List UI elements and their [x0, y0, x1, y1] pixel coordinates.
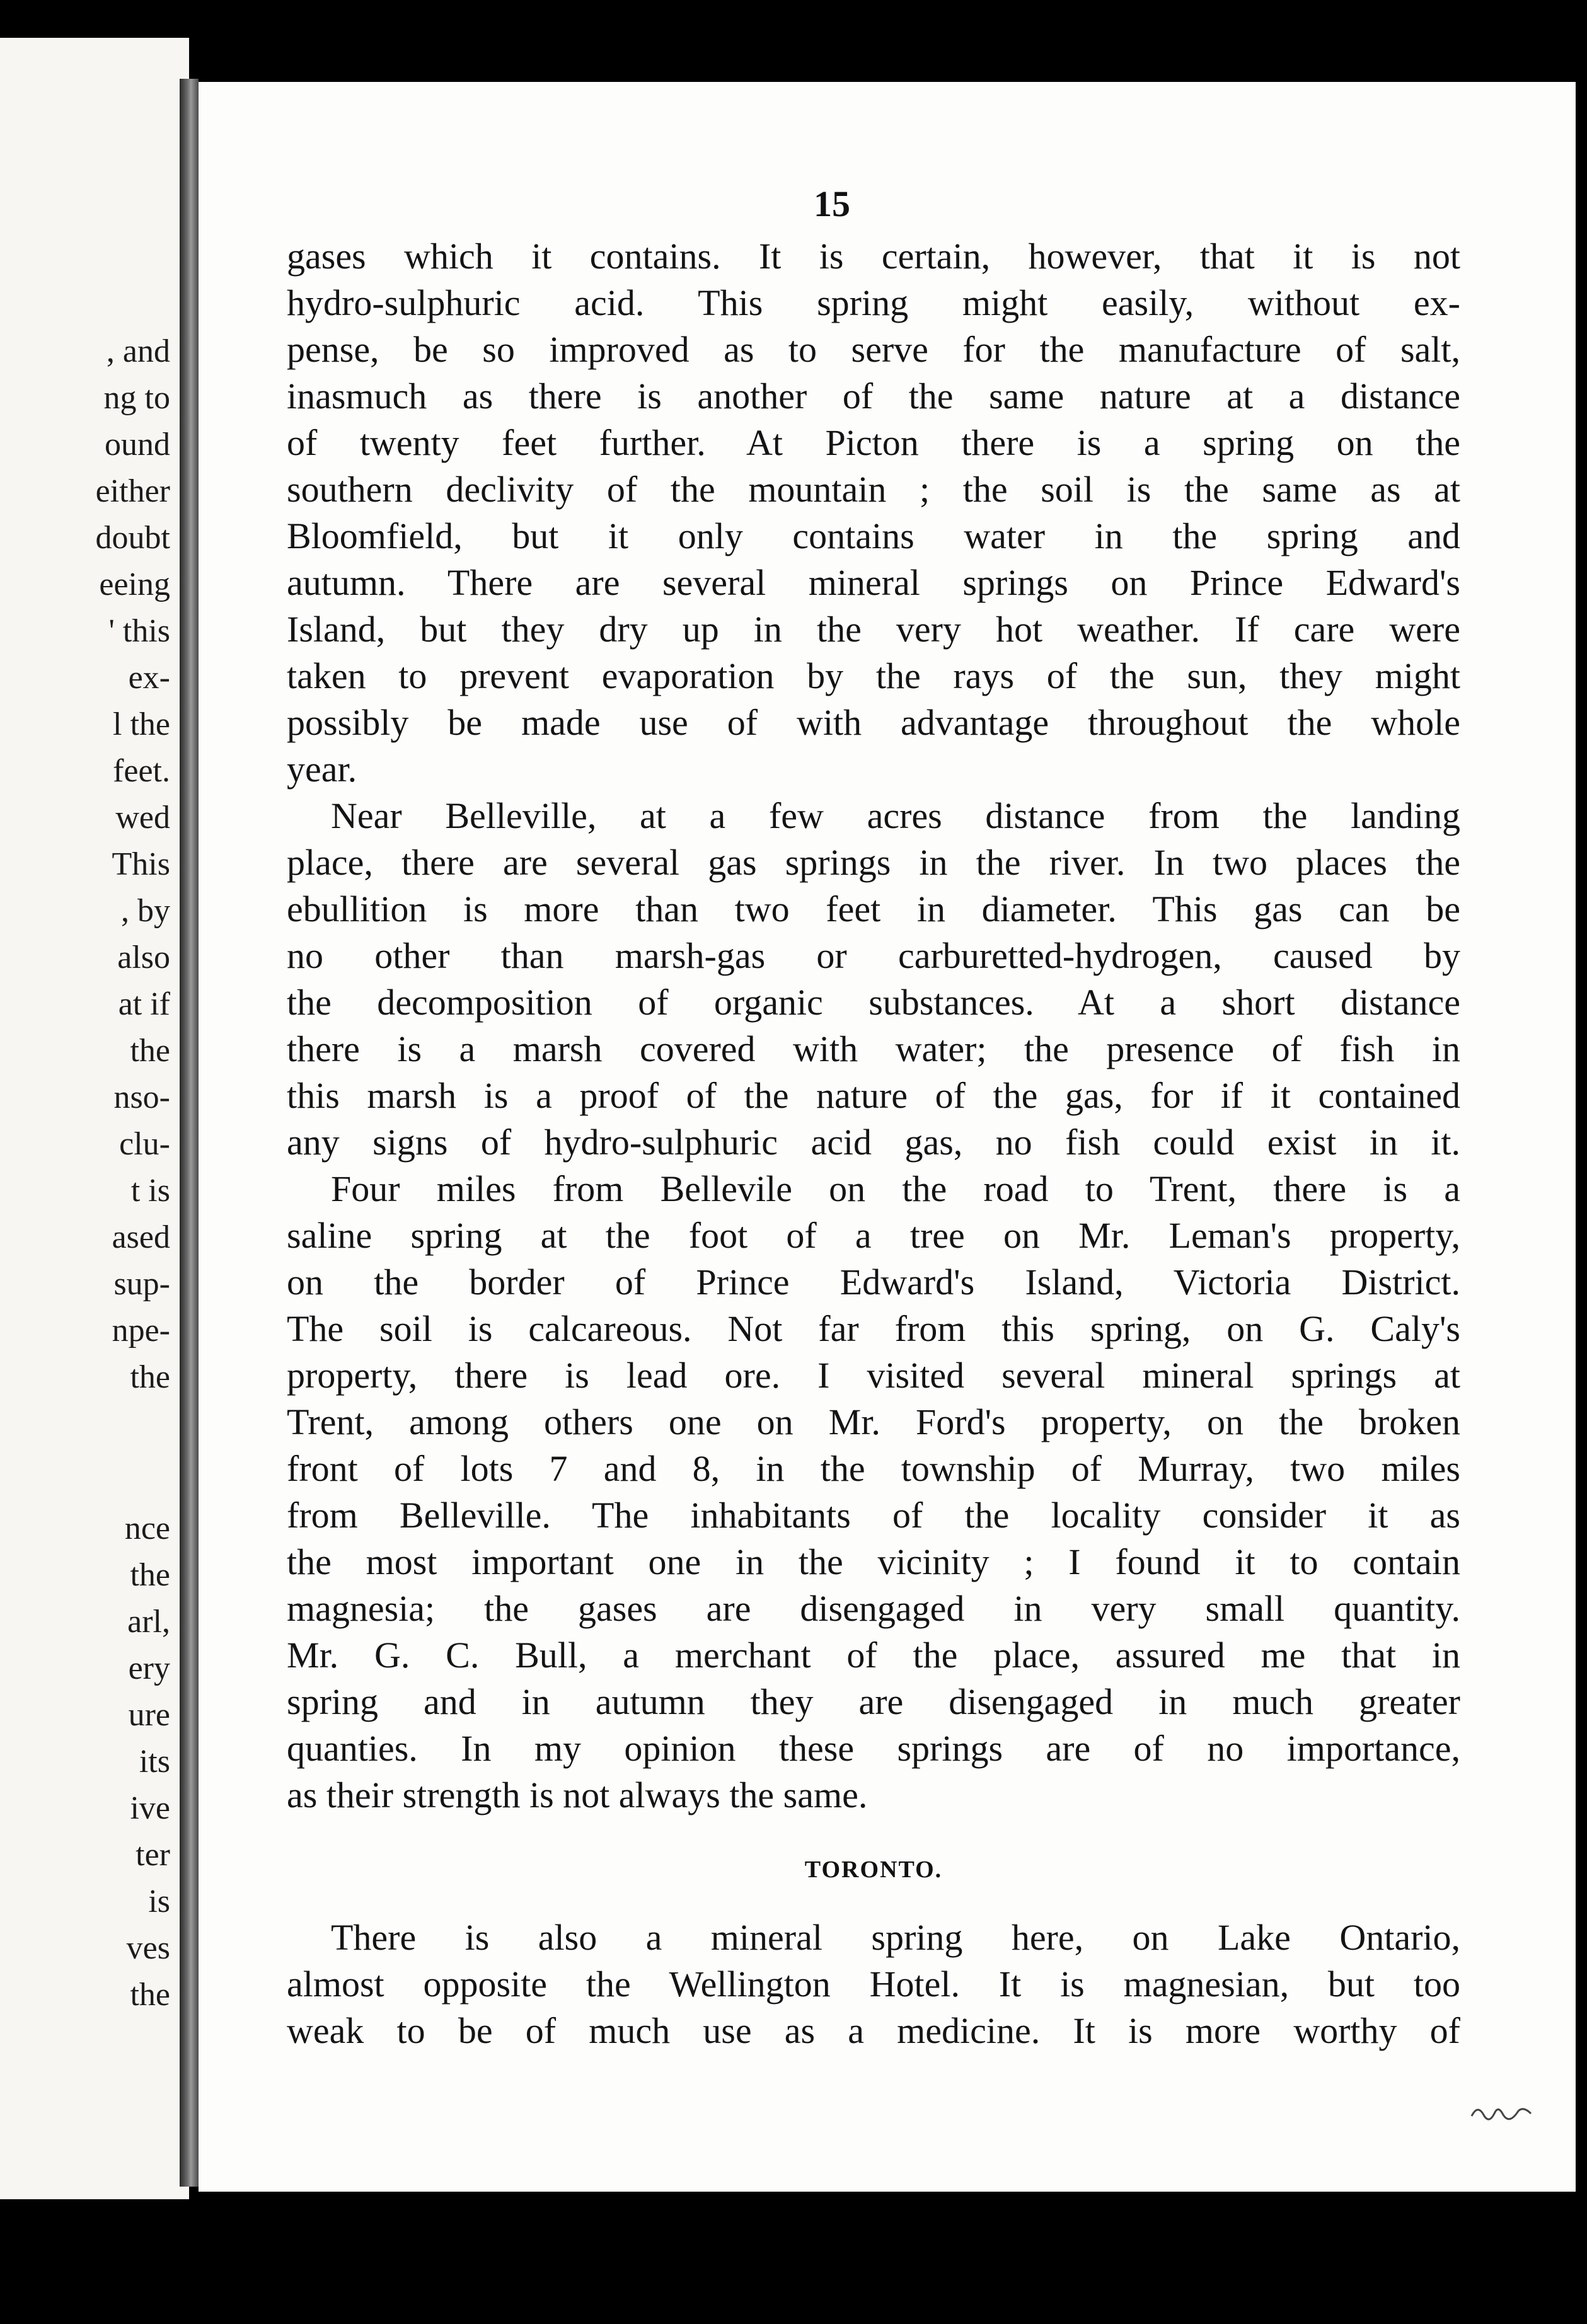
left-fragment: ery — [128, 1650, 170, 1686]
section-heading: TORONTO. — [804, 1856, 943, 1883]
text-line: Mr. G. C. Bull, a merchant of the place, assured me that in — [287, 1635, 1460, 1676]
text-line: hydro-sulphuric acid. This spring might easily, without ex- — [287, 282, 1460, 323]
left-fragment: , by — [121, 893, 170, 929]
left-fragment: ased — [112, 1219, 170, 1255]
left-fragment: This — [112, 846, 170, 882]
text-line: Bloomfield, but it only contains water in the spring and — [287, 515, 1460, 556]
left-fragment: ound — [105, 427, 170, 463]
text-line: front of lots 7 and 8, in the township of Murray, two miles — [287, 1448, 1460, 1489]
text-line: any signs of hydro-sulphuric acid gas, no fish could exist in it. — [287, 1122, 1460, 1163]
left-fragment: t is — [130, 1173, 170, 1209]
left-fragment: ure — [128, 1697, 170, 1733]
text-line: of twenty feet further. At Picton there is a spring on the — [287, 422, 1460, 463]
left-fragment: nce — [124, 1510, 170, 1546]
text-line: southern declivity of the mountain ; the soil is the same as at — [287, 469, 1460, 510]
left-fragment: at if — [118, 986, 170, 1022]
text-line: saline spring at the foot of a tree on Mr. Leman's property, — [287, 1215, 1460, 1256]
text-line: almost opposite the Wellington Hotel. It is magnesian, but too — [287, 1964, 1460, 2005]
left-fragment: is — [148, 1884, 170, 1919]
text-line: no other than marsh-gas or carburetted-hydrogen, caused by — [287, 935, 1460, 976]
text-line: on the border of Prince Edward's Island, Victoria District. — [287, 1262, 1460, 1303]
left-fragment: ter — [136, 1837, 170, 1873]
text-line: there is a marsh covered with water; the presence of fish in — [287, 1028, 1460, 1069]
left-fragment: doubt — [95, 520, 170, 556]
text-line: taken to prevent evaporation by the rays of the sun, they might — [287, 655, 1460, 696]
book-gutter — [180, 79, 199, 2187]
left-fragment: ' this — [108, 613, 170, 649]
text-line: weak to be of much use as a medicine. It is more worthy of — [287, 2010, 1460, 2051]
text-line: Four miles from Bellevile on the road to Trent, there is a — [331, 1168, 1460, 1209]
left-fragment: the — [130, 1977, 170, 2013]
left-fragment: feet. — [113, 753, 170, 789]
left-fragment: either — [95, 473, 170, 509]
text-line: Trent, among others one on Mr. Ford's property, on the broken — [287, 1401, 1460, 1442]
text-line: possibly be made use of with advantage throughout the whole — [287, 702, 1460, 743]
left-fragment: its — [139, 1744, 170, 1780]
book-page — [199, 82, 1576, 2192]
text-line: the decomposition of organic substances. At a short distance — [287, 982, 1460, 1023]
left-fragment: arl, — [127, 1604, 170, 1640]
text-line: autumn. There are several mineral springs on Prince Edward's — [287, 562, 1460, 603]
left-fragment: , and — [106, 333, 170, 369]
text-line: year. — [287, 749, 357, 790]
text-line: There is also a mineral spring here, on Lake Ontario, — [331, 1917, 1460, 1958]
left-fragment: sup- — [113, 1266, 170, 1302]
text-line: this marsh is a proof of the nature of the gas, for if it contained — [287, 1075, 1460, 1116]
text-line: Near Belleville, at a few acres distance from the landing — [331, 795, 1460, 836]
text-line: ebullition is more than two feet in diameter. This gas can be — [287, 889, 1460, 929]
left-fragment: l the — [113, 706, 170, 742]
left-facing-page — [0, 38, 189, 2199]
left-fragment: the — [130, 1033, 170, 1069]
text-line: quanties. In my opinion these springs are of no importance, — [287, 1728, 1460, 1769]
text-line: from Belleville. The inhabitants of the locality consider it as — [287, 1495, 1460, 1536]
text-line: magnesia; the gases are disengaged in very small quantity. — [287, 1588, 1460, 1629]
text-line: spring and in autumn they are disengaged in much greater — [287, 1681, 1460, 1722]
text-line: The soil is calcareous. Not far from this spring, on G. Caly's — [287, 1308, 1460, 1349]
left-fragment: the — [130, 1557, 170, 1593]
left-fragment: nso- — [113, 1079, 170, 1115]
left-fragment: the — [130, 1359, 170, 1395]
left-fragment: eeing — [99, 567, 170, 602]
left-fragment: clu- — [119, 1126, 170, 1162]
left-fragment: ive — [130, 1790, 170, 1826]
text-line: gases which it contains. It is certain, however, that it is not — [287, 236, 1460, 277]
text-line: Island, but they dry up in the very hot weather. If care were — [287, 609, 1460, 650]
text-line: the most important one in the vicinity ; I found it to contain — [287, 1541, 1460, 1582]
text-line: property, there is lead ore. I visited several mineral springs at — [287, 1355, 1460, 1396]
text-line: inasmuch as there is another of the same nature at a distance — [287, 376, 1460, 417]
page-number: 15 — [814, 183, 850, 224]
left-fragment: ves — [126, 1930, 170, 1966]
left-fragment: wed — [115, 800, 170, 836]
text-line: place, there are several gas springs in the river. In two places the — [287, 842, 1460, 883]
left-fragment: npe- — [112, 1313, 170, 1349]
left-fragment: ex- — [128, 660, 170, 696]
left-fragment: ng to — [103, 380, 170, 416]
text-line: as their strength is not always the same. — [287, 1775, 868, 1815]
scan-smudge-icon — [1469, 2091, 1538, 2129]
text-line: pense, be so improved as to serve for the manufacture of salt, — [287, 329, 1460, 370]
left-fragment: also — [117, 940, 170, 975]
